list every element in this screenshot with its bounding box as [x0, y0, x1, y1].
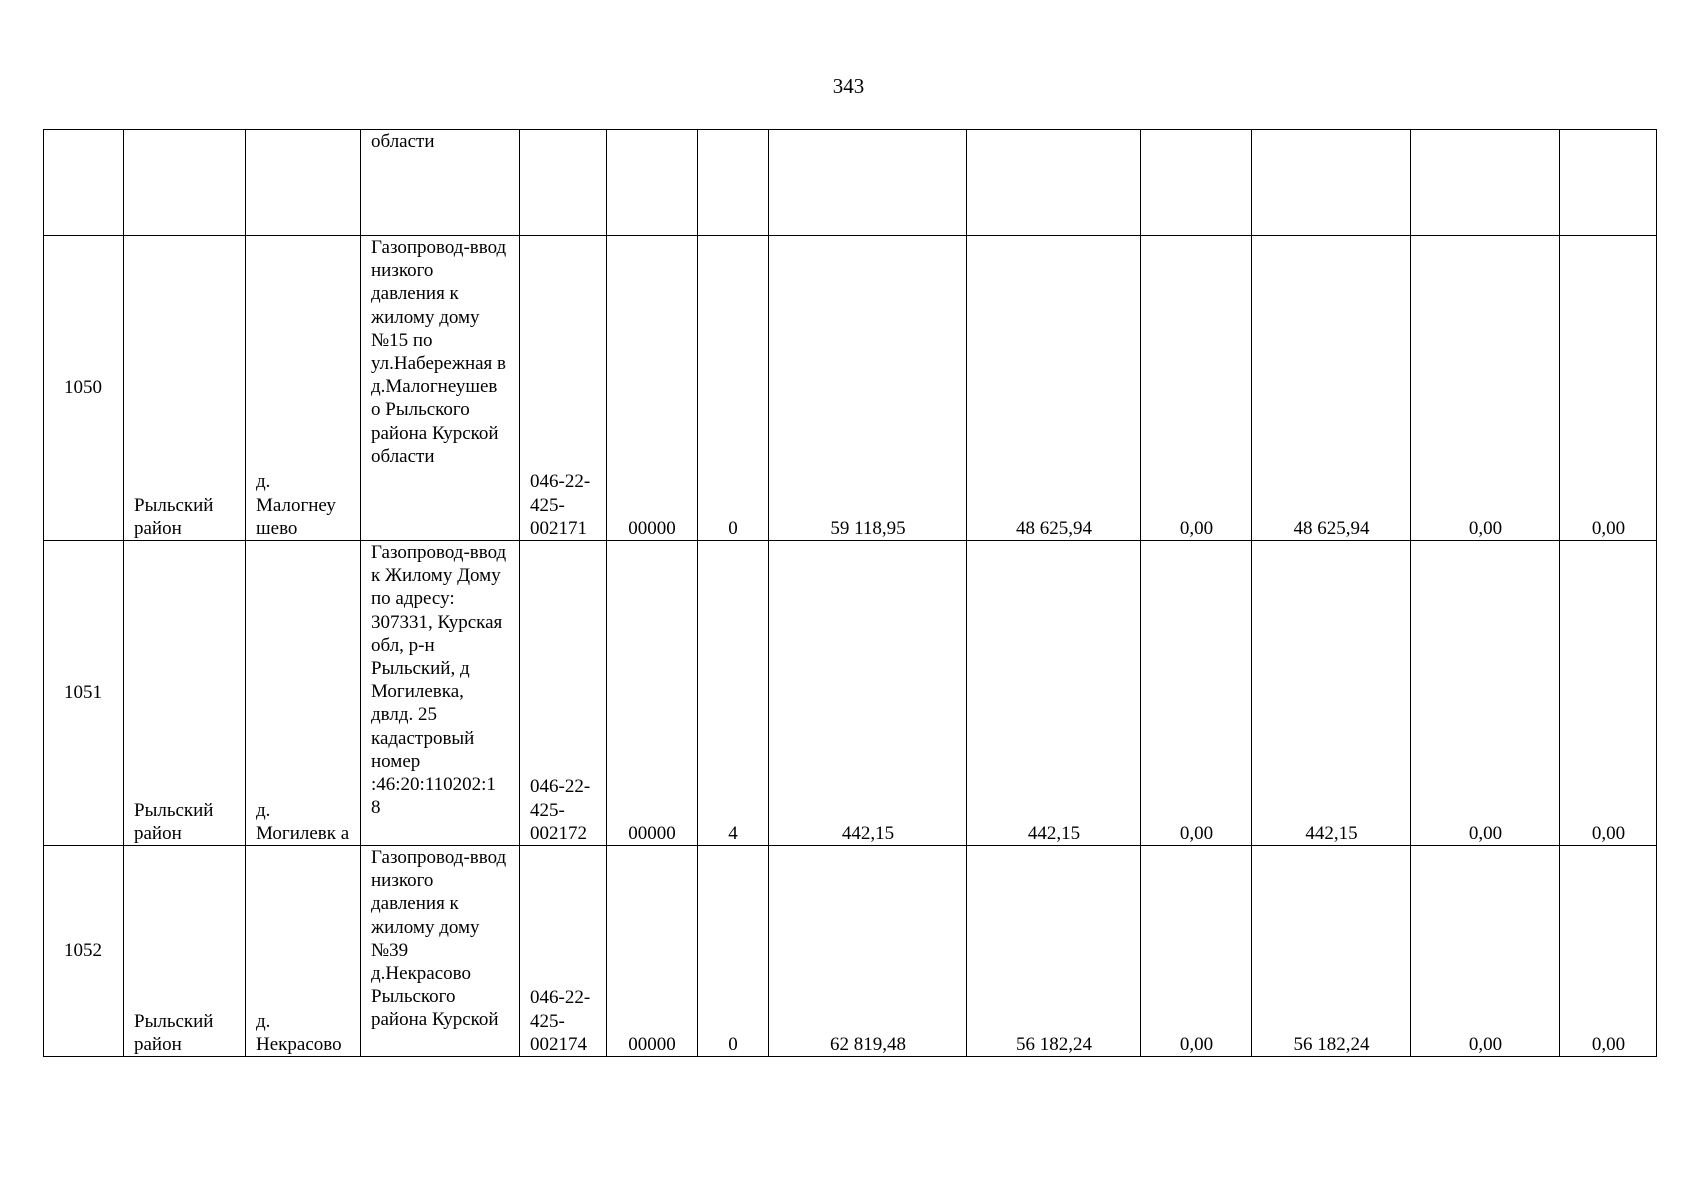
quantity-cell: 4 [698, 541, 769, 846]
code-cell: 00000 [607, 541, 698, 846]
row-number-cell [44, 130, 124, 236]
inventory-code-cell: 046-22-425-002174 [520, 846, 607, 1057]
value-cell: 0,00 [1411, 236, 1560, 541]
table-row [44, 236, 1657, 541]
object-name-cell: Газопровод-ввод низкого давления к жилому дому №15 по ул.Набережная в д.Малогнеушев о Рыльского района Курской области [361, 236, 520, 541]
value-cell: 56 182,24 [967, 846, 1141, 1057]
locality-cell: д. Малогнеу шево [246, 236, 361, 541]
object-name-cell: Газопровод-ввод к Жилому Дому по адресу: 307331, Курская обл, р-н Рыльский, д Могилевка, двлд. 25 кадастровый номер :46:20:110202:1 8 [361, 541, 520, 846]
object-name-cell: области [361, 130, 520, 236]
value-cell [1141, 130, 1252, 236]
district-cell: Рыльский район [124, 846, 246, 1057]
quantity-cell: 0 [698, 236, 769, 541]
value-cell: 0,00 [1560, 846, 1657, 1057]
value-cell: 62 819,48 [769, 846, 967, 1057]
district-cell: Рыльский район [124, 541, 246, 846]
value-cell [769, 130, 967, 236]
locality-cell: д. Некрасово [246, 846, 361, 1057]
code-cell: 00000 [607, 236, 698, 541]
value-cell: 0,00 [1411, 541, 1560, 846]
inventory-code-cell: 046-22-425-002172 [520, 541, 607, 846]
value-cell: 48 625,94 [1252, 236, 1411, 541]
district-cell: Рыльский район [124, 236, 246, 541]
locality-cell: д. Могилевк а [246, 541, 361, 846]
value-cell: 0,00 [1141, 846, 1252, 1057]
value-cell: 59 118,95 [769, 236, 967, 541]
value-cell: 0,00 [1411, 846, 1560, 1057]
value-cell: 0,00 [1560, 541, 1657, 846]
table-row [44, 541, 1657, 846]
district-cell [124, 130, 246, 236]
value-cell: 442,15 [769, 541, 967, 846]
code-cell [607, 130, 698, 236]
quantity-cell [698, 130, 769, 236]
row-number-cell: 1051 [44, 541, 124, 846]
value-cell: 0,00 [1141, 236, 1252, 541]
row-number-cell: 1050 [44, 236, 124, 541]
row-number-cell: 1052 [44, 846, 124, 1057]
locality-cell [246, 130, 361, 236]
value-cell: 442,15 [1252, 541, 1411, 846]
value-cell: 56 182,24 [1252, 846, 1411, 1057]
value-cell [1560, 130, 1657, 236]
register-table [43, 129, 1657, 1057]
quantity-cell: 0 [698, 846, 769, 1057]
value-cell: 48 625,94 [967, 236, 1141, 541]
value-cell [1252, 130, 1411, 236]
value-cell: 442,15 [967, 541, 1141, 846]
value-cell: 0,00 [1141, 541, 1252, 846]
table-row [44, 130, 1657, 236]
table-row [44, 846, 1657, 1057]
value-cell: 0,00 [1560, 236, 1657, 541]
page-number: 343 [832, 74, 865, 98]
value-cell [967, 130, 1141, 236]
inventory-code-cell: 046-22-425-002171 [520, 236, 607, 541]
inventory-code-cell [520, 130, 607, 236]
object-name-cell: Газопровод-ввод низкого давления к жилому дому №39 д.Некрасово Рыльского района Курской [361, 846, 520, 1057]
code-cell: 00000 [607, 846, 698, 1057]
value-cell [1411, 130, 1560, 236]
